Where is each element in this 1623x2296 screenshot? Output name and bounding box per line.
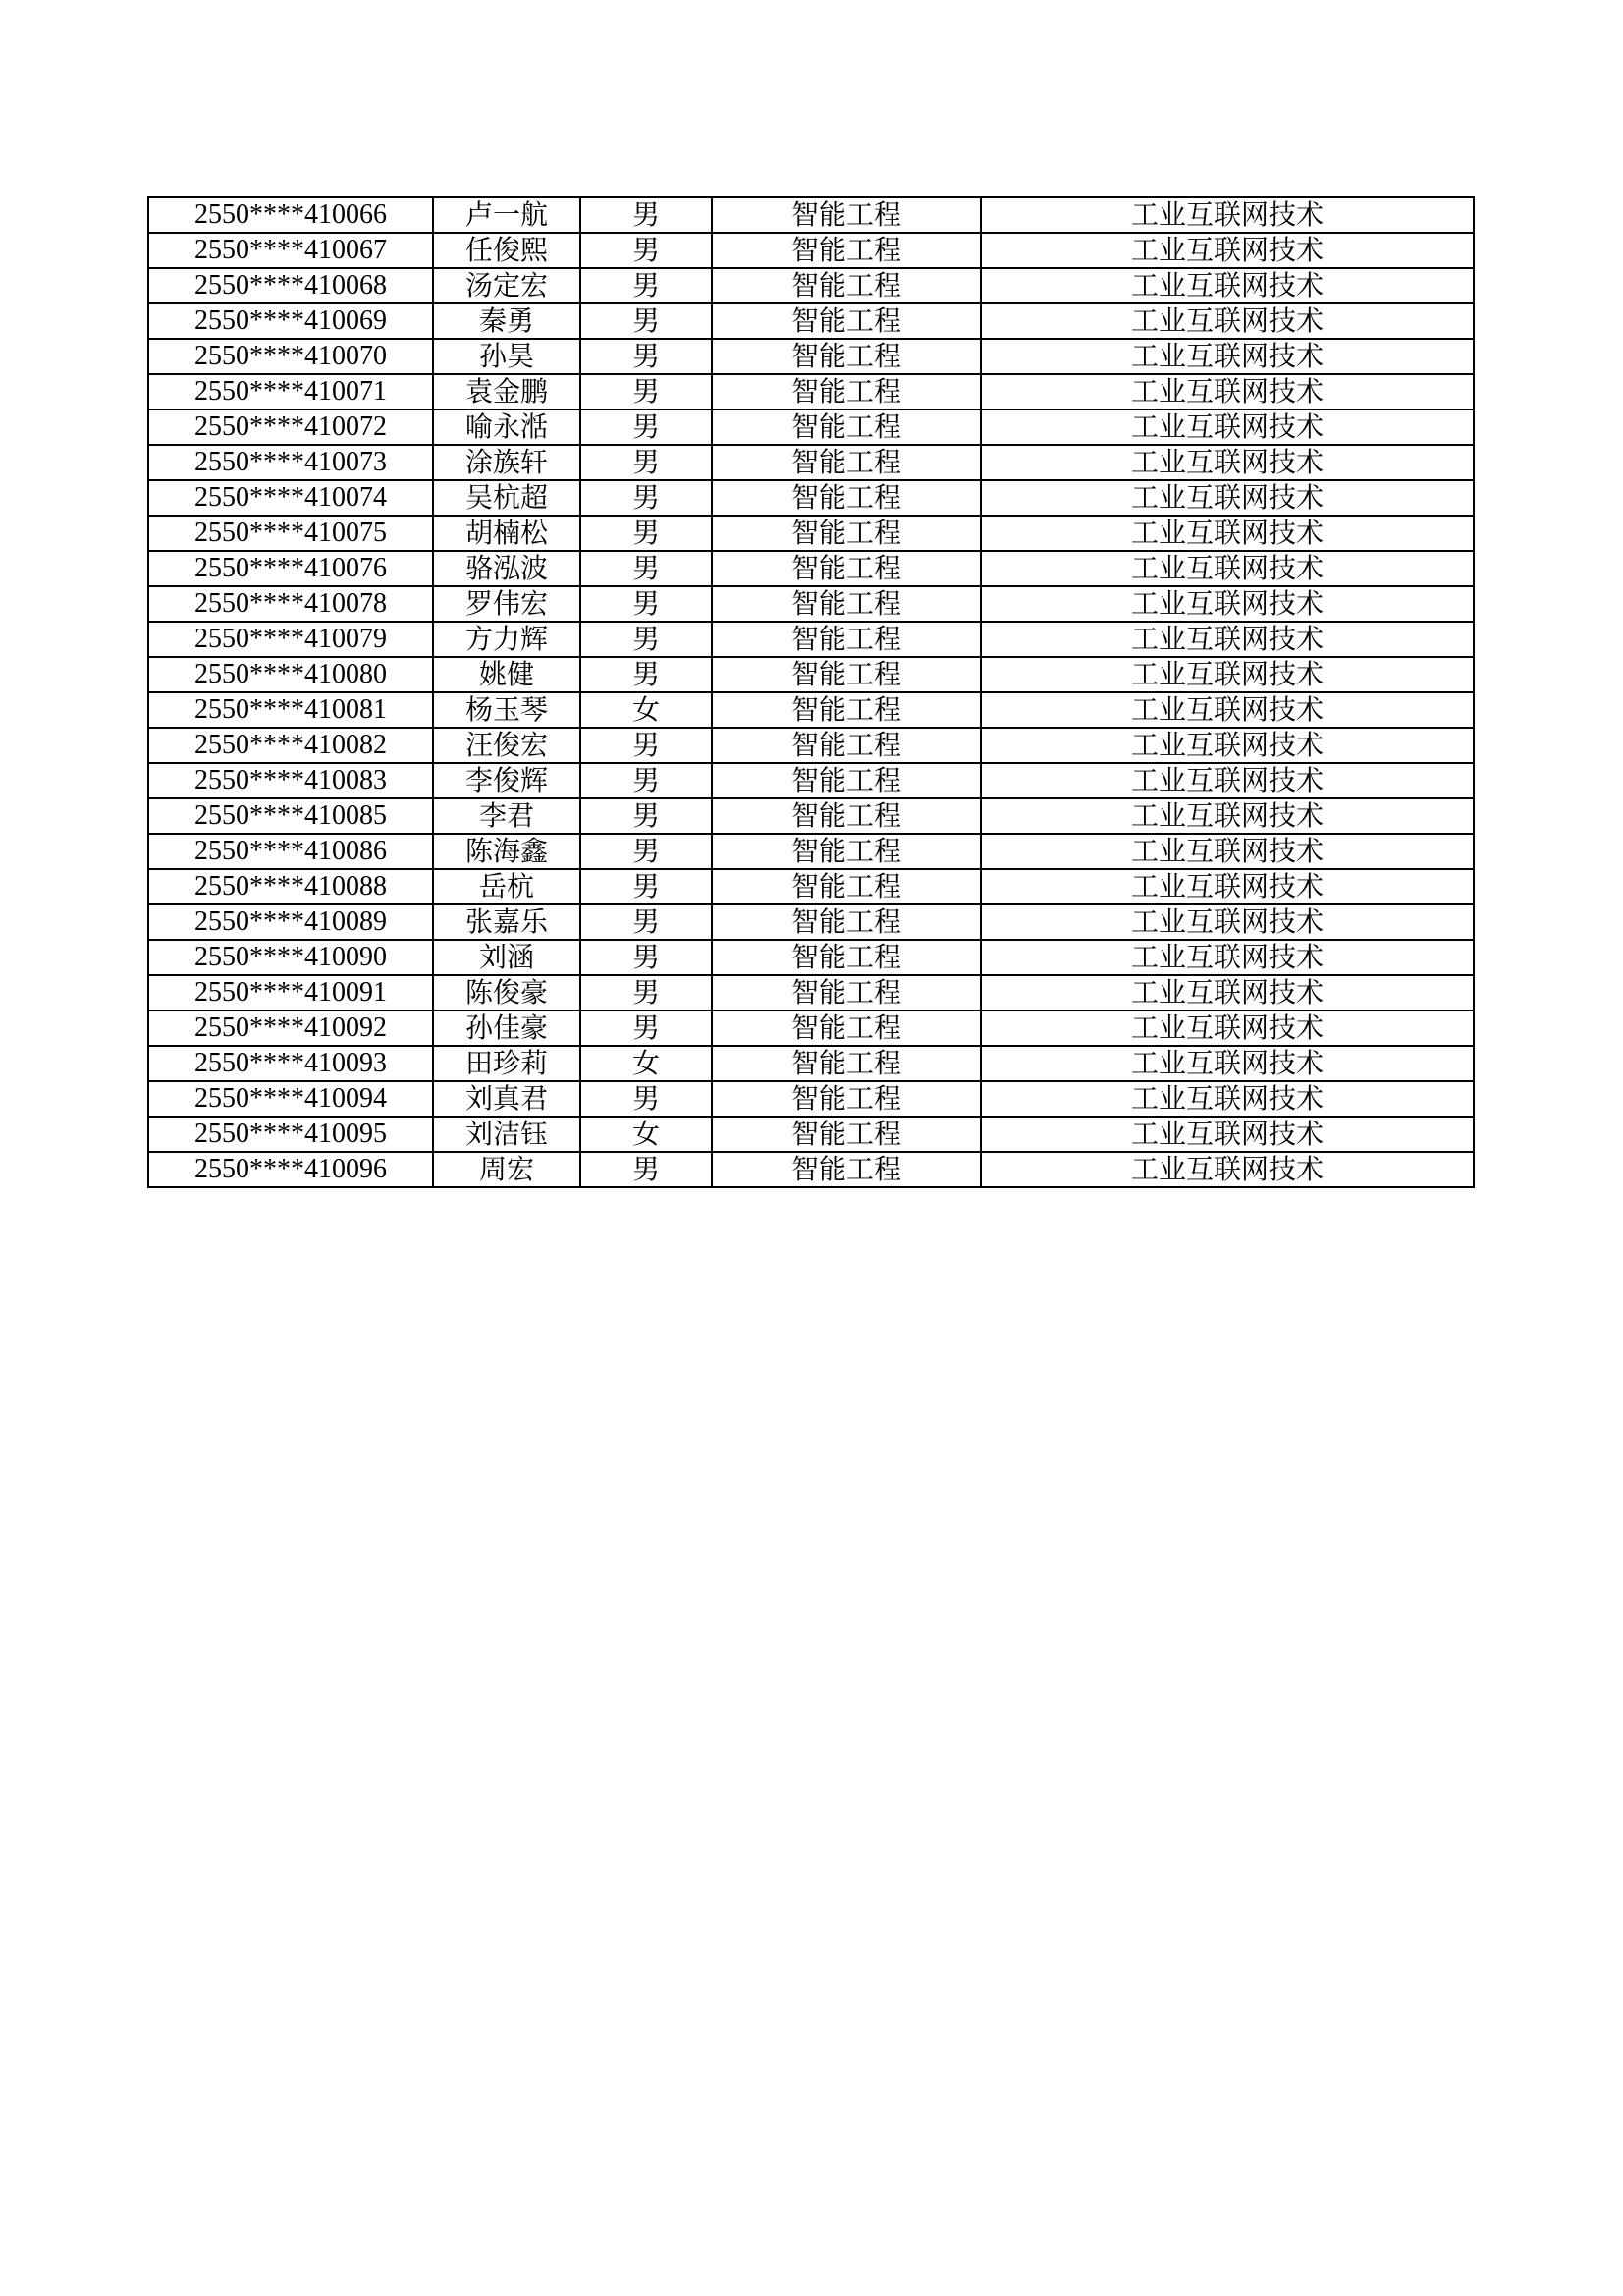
college-cell: 智能工程 — [712, 1117, 981, 1152]
student-name-cell: 孙佳豪 — [433, 1011, 580, 1046]
student-name-cell: 刘真君 — [433, 1081, 580, 1117]
table-row — [148, 551, 1474, 586]
student-id-cell: 2550****410071 — [148, 374, 433, 410]
gender-cell: 男 — [580, 516, 712, 551]
student-name-cell: 胡楠松 — [433, 516, 580, 551]
college-cell: 智能工程 — [712, 763, 981, 798]
student-id-cell: 2550****410066 — [148, 197, 433, 233]
gender-cell: 男 — [580, 233, 712, 268]
major-cell: 工业互联网技术 — [981, 339, 1474, 374]
table-row — [148, 586, 1474, 622]
table-row — [148, 233, 1474, 268]
student-id-cell: 2550****410076 — [148, 551, 433, 586]
gender-cell: 女 — [580, 1117, 712, 1152]
gender-cell: 男 — [580, 1152, 712, 1187]
table-row — [148, 692, 1474, 728]
major-cell: 工业互联网技术 — [981, 1152, 1474, 1187]
table-row — [148, 303, 1474, 339]
gender-cell: 男 — [580, 374, 712, 410]
gender-cell: 男 — [580, 197, 712, 233]
student-id-cell: 2550****410088 — [148, 869, 433, 904]
college-cell: 智能工程 — [712, 1152, 981, 1187]
student-name-cell: 陈海鑫 — [433, 834, 580, 869]
table-row — [148, 1046, 1474, 1081]
student-name-cell: 任俊熙 — [433, 233, 580, 268]
student-id-cell: 2550****410070 — [148, 339, 433, 374]
major-cell: 工业互联网技术 — [981, 798, 1474, 834]
college-cell: 智能工程 — [712, 339, 981, 374]
gender-cell: 男 — [580, 622, 712, 657]
college-cell: 智能工程 — [712, 303, 981, 339]
college-cell: 智能工程 — [712, 551, 981, 586]
student-id-cell: 2550****410093 — [148, 1046, 433, 1081]
student-name-cell: 喻永湉 — [433, 410, 580, 445]
table-row — [148, 445, 1474, 480]
gender-cell: 男 — [580, 480, 712, 516]
major-cell: 工业互联网技术 — [981, 303, 1474, 339]
major-cell: 工业互联网技术 — [981, 834, 1474, 869]
college-cell: 智能工程 — [712, 1046, 981, 1081]
table-row — [148, 1152, 1474, 1187]
student-id-cell: 2550****410075 — [148, 516, 433, 551]
student-id-cell: 2550****410067 — [148, 233, 433, 268]
major-cell: 工业互联网技术 — [981, 692, 1474, 728]
college-cell: 智能工程 — [712, 586, 981, 622]
student-name-cell: 李君 — [433, 798, 580, 834]
student-name-cell: 吴杭超 — [433, 480, 580, 516]
table-row — [148, 798, 1474, 834]
student-name-cell: 涂族轩 — [433, 445, 580, 480]
student-id-cell: 2550****410083 — [148, 763, 433, 798]
gender-cell: 男 — [580, 339, 712, 374]
table-row — [148, 480, 1474, 516]
table-row — [148, 904, 1474, 940]
gender-cell: 男 — [580, 303, 712, 339]
major-cell: 工业互联网技术 — [981, 940, 1474, 975]
roster-body — [148, 197, 1474, 1187]
table-row — [148, 268, 1474, 303]
student-name-cell: 杨玉琴 — [433, 692, 580, 728]
student-id-cell: 2550****410082 — [148, 728, 433, 763]
student-name-cell: 罗伟宏 — [433, 586, 580, 622]
major-cell: 工业互联网技术 — [981, 410, 1474, 445]
major-cell: 工业互联网技术 — [981, 904, 1474, 940]
college-cell: 智能工程 — [712, 480, 981, 516]
table-row — [148, 410, 1474, 445]
student-id-cell: 2550****410073 — [148, 445, 433, 480]
student-id-cell: 2550****410089 — [148, 904, 433, 940]
table-row — [148, 197, 1474, 233]
table-row — [148, 728, 1474, 763]
gender-cell: 男 — [580, 834, 712, 869]
gender-cell: 男 — [580, 268, 712, 303]
student-id-cell: 2550****410074 — [148, 480, 433, 516]
gender-cell: 男 — [580, 763, 712, 798]
gender-cell: 男 — [580, 445, 712, 480]
student-name-cell: 姚健 — [433, 657, 580, 692]
table-row — [148, 1011, 1474, 1046]
table-row — [148, 657, 1474, 692]
major-cell: 工业互联网技术 — [981, 728, 1474, 763]
college-cell: 智能工程 — [712, 516, 981, 551]
student-name-cell: 骆泓波 — [433, 551, 580, 586]
table-row — [148, 869, 1474, 904]
gender-cell: 男 — [580, 940, 712, 975]
major-cell: 工业互联网技术 — [981, 197, 1474, 233]
major-cell: 工业互联网技术 — [981, 480, 1474, 516]
major-cell: 工业互联网技术 — [981, 516, 1474, 551]
major-cell: 工业互联网技术 — [981, 445, 1474, 480]
major-cell: 工业互联网技术 — [981, 551, 1474, 586]
college-cell: 智能工程 — [712, 728, 981, 763]
college-cell: 智能工程 — [712, 834, 981, 869]
major-cell: 工业互联网技术 — [981, 268, 1474, 303]
student-name-cell: 周宏 — [433, 1152, 580, 1187]
gender-cell: 男 — [580, 869, 712, 904]
major-cell: 工业互联网技术 — [981, 1081, 1474, 1117]
student-id-cell: 2550****410086 — [148, 834, 433, 869]
major-cell: 工业互联网技术 — [981, 1011, 1474, 1046]
student-name-cell: 汤定宏 — [433, 268, 580, 303]
table-row — [148, 374, 1474, 410]
gender-cell: 男 — [580, 728, 712, 763]
student-name-cell: 孙昊 — [433, 339, 580, 374]
student-name-cell: 李俊辉 — [433, 763, 580, 798]
gender-cell: 男 — [580, 1081, 712, 1117]
student-name-cell: 田珍莉 — [433, 1046, 580, 1081]
student-name-cell: 汪俊宏 — [433, 728, 580, 763]
major-cell: 工业互联网技术 — [981, 586, 1474, 622]
table-row — [148, 1081, 1474, 1117]
college-cell: 智能工程 — [712, 657, 981, 692]
college-cell: 智能工程 — [712, 410, 981, 445]
gender-cell: 男 — [580, 1011, 712, 1046]
college-cell: 智能工程 — [712, 233, 981, 268]
major-cell: 工业互联网技术 — [981, 374, 1474, 410]
table-row — [148, 763, 1474, 798]
table-row — [148, 975, 1474, 1011]
student-id-cell: 2550****410068 — [148, 268, 433, 303]
student-id-cell: 2550****410085 — [148, 798, 433, 834]
student-id-cell: 2550****410095 — [148, 1117, 433, 1152]
major-cell: 工业互联网技术 — [981, 657, 1474, 692]
college-cell: 智能工程 — [712, 268, 981, 303]
table-row — [148, 834, 1474, 869]
gender-cell: 男 — [580, 657, 712, 692]
college-cell: 智能工程 — [712, 1011, 981, 1046]
gender-cell: 男 — [580, 410, 712, 445]
major-cell: 工业互联网技术 — [981, 975, 1474, 1011]
major-cell: 工业互联网技术 — [981, 233, 1474, 268]
table-row — [148, 622, 1474, 657]
table-row — [148, 339, 1474, 374]
gender-cell: 男 — [580, 975, 712, 1011]
student-id-cell: 2550****410090 — [148, 940, 433, 975]
student-name-cell: 陈俊豪 — [433, 975, 580, 1011]
gender-cell: 男 — [580, 586, 712, 622]
college-cell: 智能工程 — [712, 1081, 981, 1117]
gender-cell: 男 — [580, 551, 712, 586]
student-name-cell: 张嘉乐 — [433, 904, 580, 940]
college-cell: 智能工程 — [712, 622, 981, 657]
college-cell: 智能工程 — [712, 374, 981, 410]
gender-cell: 男 — [580, 798, 712, 834]
student-id-cell: 2550****410081 — [148, 692, 433, 728]
student-name-cell: 秦勇 — [433, 303, 580, 339]
college-cell: 智能工程 — [712, 940, 981, 975]
student-roster-table — [147, 196, 1475, 1188]
student-name-cell: 卢一航 — [433, 197, 580, 233]
student-name-cell: 刘涵 — [433, 940, 580, 975]
student-id-cell: 2550****410072 — [148, 410, 433, 445]
student-id-cell: 2550****410091 — [148, 975, 433, 1011]
college-cell: 智能工程 — [712, 197, 981, 233]
student-name-cell: 刘洁钰 — [433, 1117, 580, 1152]
student-id-cell: 2550****410096 — [148, 1152, 433, 1187]
college-cell: 智能工程 — [712, 798, 981, 834]
table-row — [148, 1117, 1474, 1152]
student-id-cell: 2550****410094 — [148, 1081, 433, 1117]
student-id-cell: 2550****410078 — [148, 586, 433, 622]
student-id-cell: 2550****410080 — [148, 657, 433, 692]
table-row — [148, 516, 1474, 551]
table-row — [148, 940, 1474, 975]
student-id-cell: 2550****410079 — [148, 622, 433, 657]
student-id-cell: 2550****410092 — [148, 1011, 433, 1046]
gender-cell: 男 — [580, 904, 712, 940]
student-name-cell: 岳杭 — [433, 869, 580, 904]
major-cell: 工业互联网技术 — [981, 869, 1474, 904]
major-cell: 工业互联网技术 — [981, 1046, 1474, 1081]
college-cell: 智能工程 — [712, 904, 981, 940]
college-cell: 智能工程 — [712, 869, 981, 904]
major-cell: 工业互联网技术 — [981, 622, 1474, 657]
gender-cell: 女 — [580, 1046, 712, 1081]
college-cell: 智能工程 — [712, 975, 981, 1011]
major-cell: 工业互联网技术 — [981, 763, 1474, 798]
major-cell: 工业互联网技术 — [981, 1117, 1474, 1152]
college-cell: 智能工程 — [712, 445, 981, 480]
student-id-cell: 2550****410069 — [148, 303, 433, 339]
student-name-cell: 袁金鹏 — [433, 374, 580, 410]
student-name-cell: 方力辉 — [433, 622, 580, 657]
college-cell: 智能工程 — [712, 692, 981, 728]
gender-cell: 女 — [580, 692, 712, 728]
